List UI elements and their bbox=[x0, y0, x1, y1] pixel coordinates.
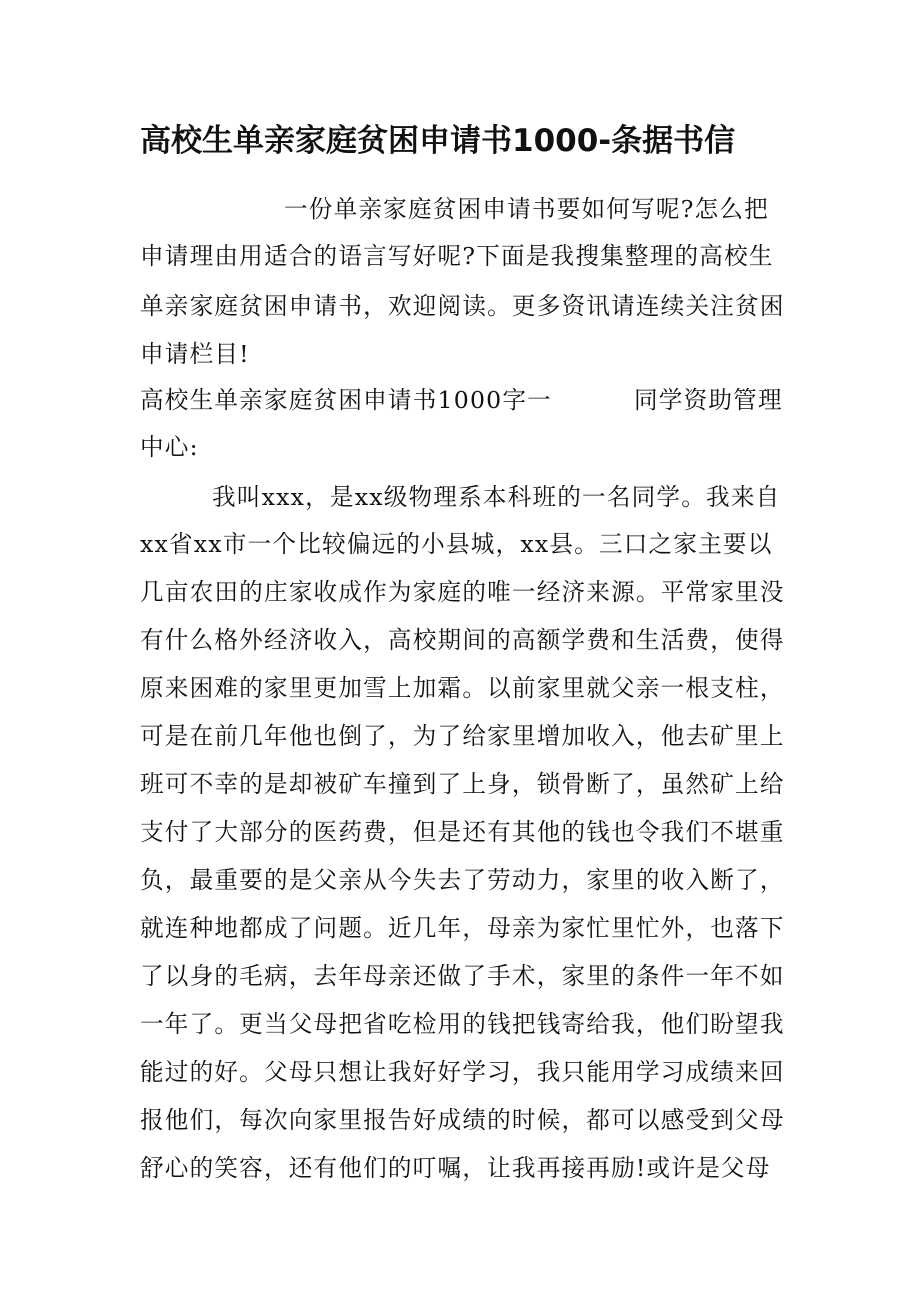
body-line-15: 舒心的笑容，还有他们的叮嘱，让我再接再励!或许是父母 bbox=[140, 1154, 771, 1182]
intro-line-2: 申请理由用适合的语言写好呢?下面是我搜集整理的高校生 bbox=[140, 242, 774, 270]
body-line-9: 负，最重要的是父亲从今失去了劳动力，家里的收入断了， bbox=[140, 866, 785, 894]
body-line-1: 我叫xxx，是xx级物理系本科班的一名同学。我来自 bbox=[212, 483, 781, 511]
recipient-line-1: 同学资助管理 bbox=[634, 386, 783, 414]
body-line-13: 能过的好。父母只想让我好好学习，我只能用学习成绩来回 bbox=[140, 1058, 785, 1086]
body-line-14: 报他们，每次向家里报告好成绩的时候，都可以感受到父母 bbox=[140, 1106, 785, 1134]
document-title: 高校生单亲家庭贫困申请书1000-条据书信 bbox=[140, 123, 736, 159]
body-line-11: 了以身的毛病，去年母亲还做了手术，家里的条件一年不如 bbox=[140, 962, 785, 990]
section-heading: 高校生单亲家庭贫困申请书1000字一 bbox=[140, 386, 552, 414]
body-line-12: 一年了。更当父母把省吃检用的钱把钱寄给我，他们盼望我 bbox=[140, 1010, 785, 1038]
body-line-7: 班可不幸的是却被矿车撞到了上身，锁骨断了，虽然矿上给 bbox=[140, 770, 785, 798]
body-line-10: 就连种地都成了问题。近几年，母亲为家忙里忙外，也落下 bbox=[140, 914, 785, 942]
body-line-5: 原来困难的家里更加雪上加霜。以前家里就父亲一根支柱， bbox=[140, 674, 785, 702]
intro-line-3: 单亲家庭贫困申请书，欢迎阅读。更多资讯请连续关注贫困 bbox=[140, 292, 785, 320]
body-line-2: xx省xx市一个比较偏远的小县城，xx县。三口之家主要以 bbox=[140, 530, 773, 558]
intro-line-1: 一份单亲家庭贫困申请书要如何写呢?怎么把 bbox=[284, 195, 769, 223]
recipient-line-2: 中心: bbox=[140, 433, 199, 461]
body-line-8: 支付了大部分的医药费，但是还有其他的钱也令我们不堪重 bbox=[140, 818, 785, 846]
body-line-3: 几亩农田的庄家收成作为家庭的唯一经济来源。平常家里没 bbox=[140, 578, 785, 606]
intro-line-4: 申请栏目! bbox=[140, 340, 250, 368]
body-line-6: 可是在前几年他也倒了，为了给家里增加收入，他去矿里上 bbox=[140, 722, 785, 750]
body-line-4: 有什么格外经济收入，高校期间的高额学费和生活费，使得 bbox=[140, 626, 785, 654]
